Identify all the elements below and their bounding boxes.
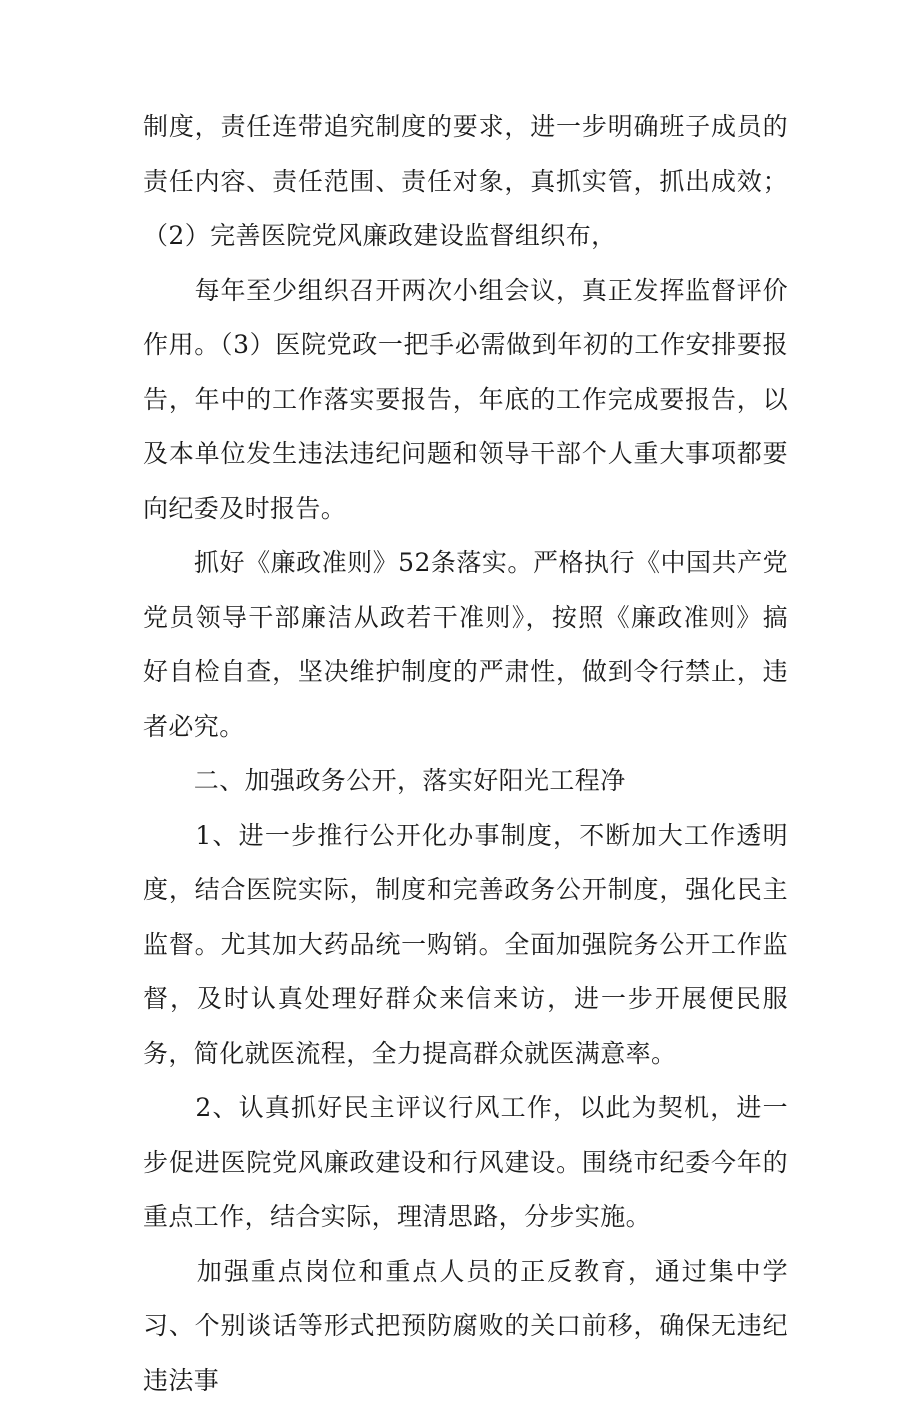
paragraph-5: 2、认真抓好民主评议行风工作，以此为契机，进一步促进医院党风廉政建设和行风建设。围绕市纪委今年的重点工作，结合实际，理清思路，分步实施。 [143, 1081, 788, 1245]
paragraph-3: 抓好《廉政准则》52条落实。严格执行《中国共产党党员领导干部廉洁从政若干准则》，按照《廉政准则》搞好自检自查，坚决维护制度的严肃性，做到令行禁止，违者必究。 [143, 536, 788, 754]
paragraph-2: 每年至少组织召开两次小组会议，真正发挥监督评价作用。（3）医院党政一把手必需做到年初的工作安排要报告，年中的工作落实要报告，年底的工作完成要报告，以及本单位发生违法违纪问题和领导干部个人重大事项都要向纪委及时报告。 [143, 264, 788, 537]
paragraph-4: 1、进一步推行公开化办事制度，不断加大工作透明度，结合医院实际，制度和完善政务公开制度，强化民主监督。尤其加大药品统一购销。全面加强院务公开工作监督，及时认真处理好群众来信来访，进一步开展便民服务，简化就医流程，全力提高群众就医满意率。 [143, 809, 788, 1082]
section-heading: 二、加强政务公开，落实好阳光工程净 [143, 754, 788, 809]
paragraph-6: 加强重点岗位和重点人员的正反教育，通过集中学习、个别谈话等形式把预防腐败的关口前移，确保无违纪违法事 [143, 1245, 788, 1408]
paragraph-1: 制度，责任连带追究制度的要求，进一步明确班子成员的责任内容、责任范围、责任对象，真抓实管，抓出成效；（2）完善医院党风廉政建设监督组织布， [143, 100, 788, 264]
document-body [143, 100, 788, 1408]
